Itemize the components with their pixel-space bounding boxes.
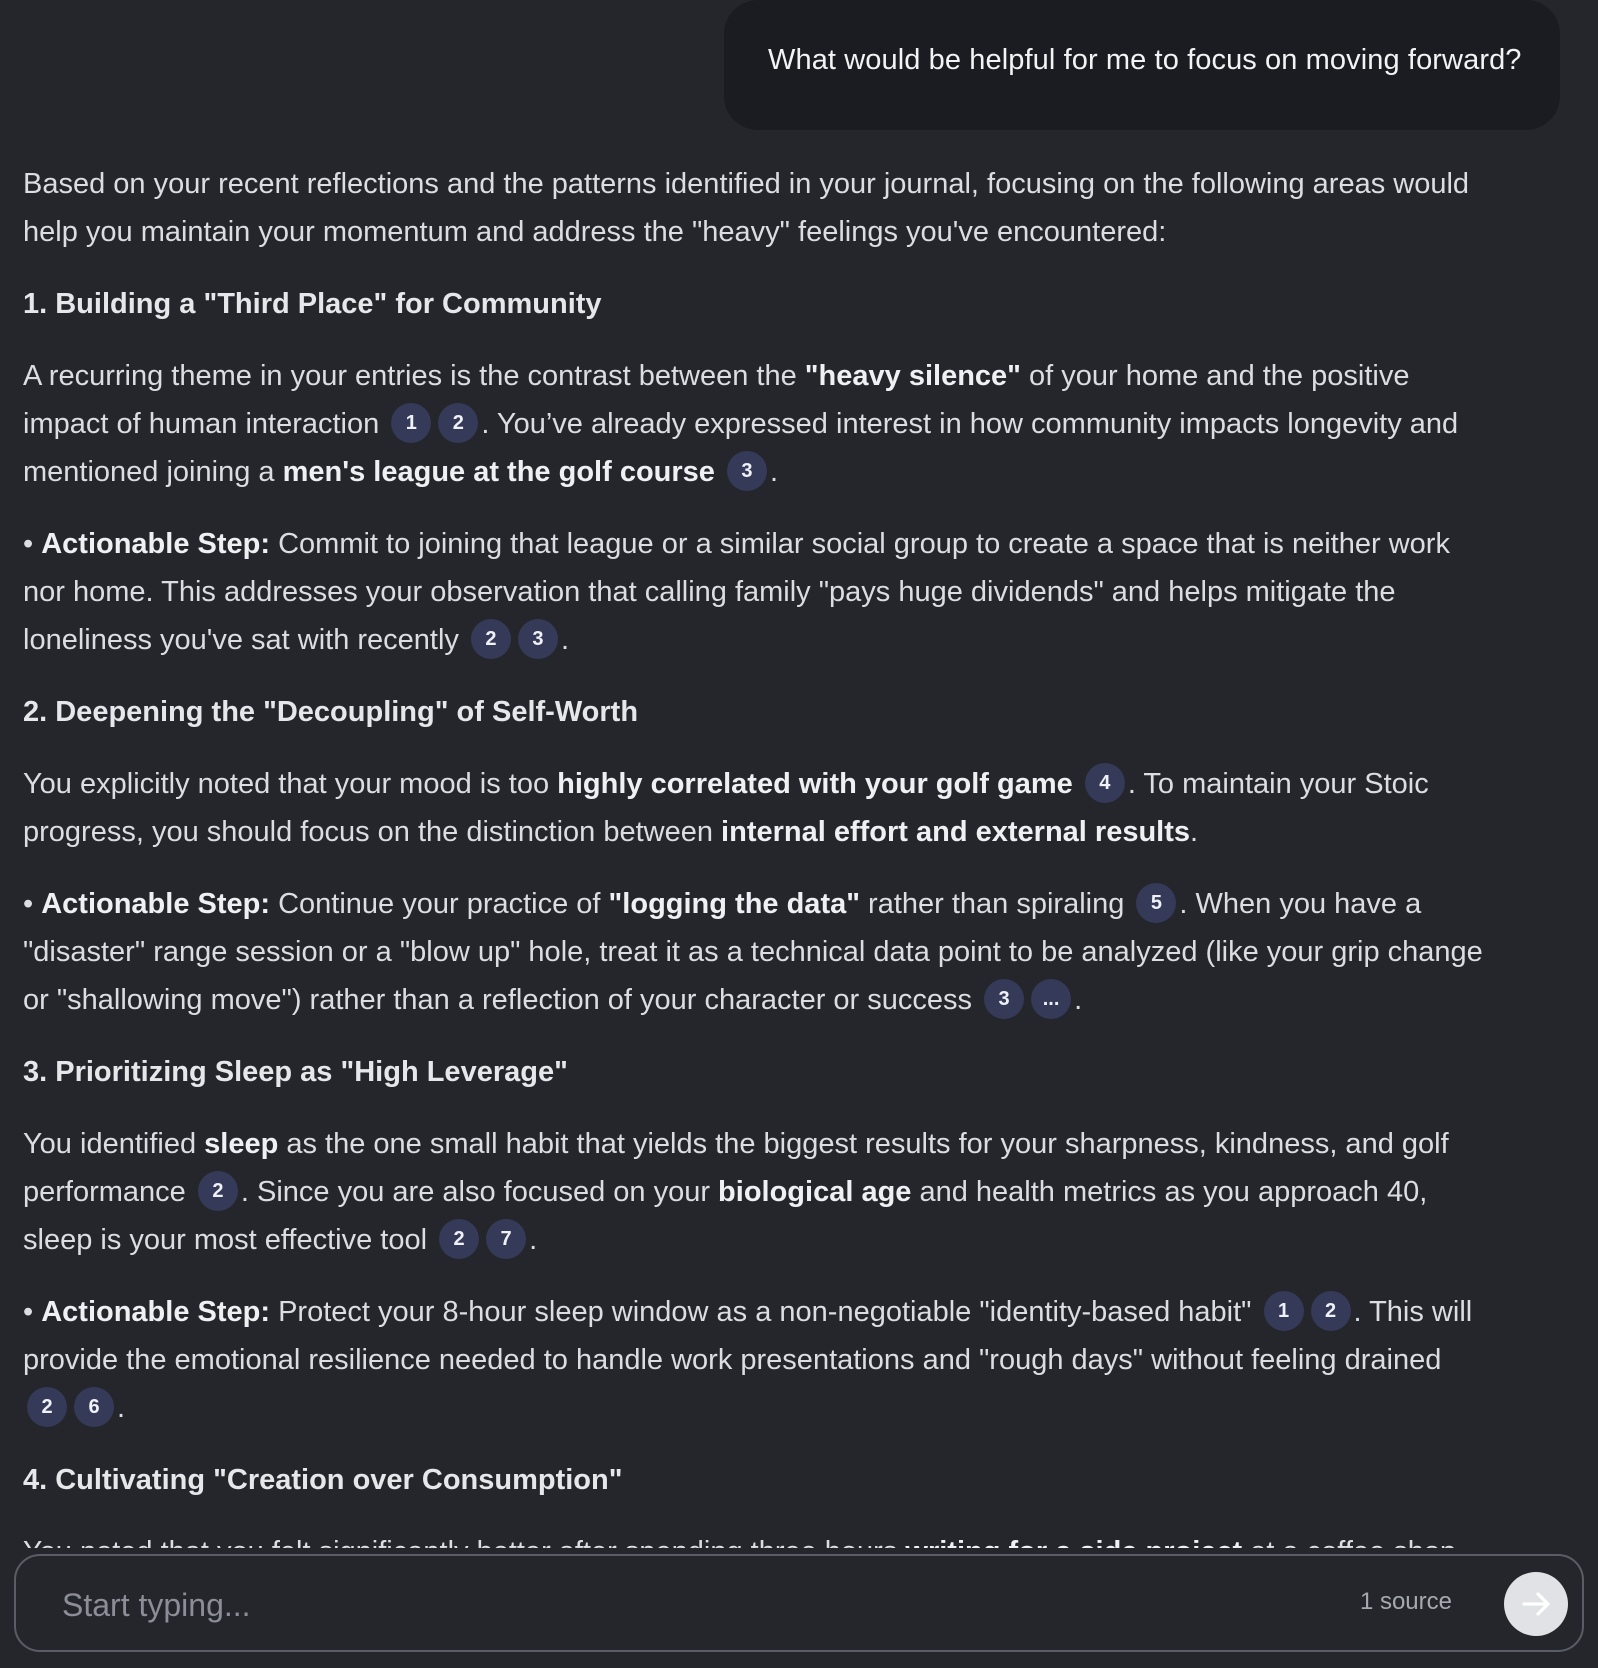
actionable-step: • Actionable Step: Continue your practice of "logging the data" rather than spiraling 5 . When you have a "disaster" range session or a "blow up" hole, treat it as a technical data point to be analyzed (like your grip change or "shallowing move") rather than a reflection of your character or success 3 ... .: [23, 880, 1493, 1024]
actionable-step: • Actionable Step: Protect your 8-hour sleep window as a non-negotiable "identity-based habit" 1 2 . This will provide the emotional resilience needed to handle work presentations and "rough days" without feeling drained 2 6 .: [23, 1288, 1493, 1432]
citation-chip[interactable]: 3: [984, 979, 1024, 1019]
section-heading: 4. Cultivating "Creation over Consumption": [23, 1464, 623, 1496]
message-input[interactable]: [60, 1574, 1214, 1636]
citation-more-chip[interactable]: ...: [1031, 979, 1071, 1019]
bullet: •: [23, 888, 34, 920]
source-count[interactable]: 1 source: [1359, 1588, 1452, 1615]
bullet: •: [23, 1296, 34, 1328]
citation-chip[interactable]: 2: [1311, 1291, 1351, 1331]
citation-chip[interactable]: 3: [518, 619, 558, 659]
citation-chip[interactable]: 3: [727, 451, 767, 491]
citation-chip[interactable]: 2: [438, 403, 478, 443]
citation-chip[interactable]: 1: [1264, 1291, 1304, 1331]
citation-chip[interactable]: 2: [198, 1171, 238, 1211]
arrow-right-icon: [1518, 1586, 1554, 1622]
section-heading: 1. Building a "Third Place" for Community: [23, 288, 602, 320]
citation-chip[interactable]: 1: [391, 403, 431, 443]
actionable-step: • Actionable Step: Commit to joining that league or a similar social group to create a space that is neither work nor home. This addresses your observation that calling family "pays huge dividends" and helps mitigate the loneliness you've sat with recently 2 3 .: [23, 520, 1493, 664]
citation-chip[interactable]: 2: [439, 1219, 479, 1259]
bullet: •: [23, 528, 34, 560]
citation-chip[interactable]: 7: [486, 1219, 526, 1259]
citation-chip[interactable]: 2: [27, 1387, 67, 1427]
section-paragraph: You identified sleep as the one small habit that yields the biggest results for your sharpness, kindness, and golf performance 2 . Since you are also focused on your biological age and health metrics as you approach 40, sleep is your most effective tool 2 7 .: [23, 1120, 1493, 1264]
citation-chip[interactable]: 2: [471, 619, 511, 659]
section-paragraph: You explicitly noted that your mood is too highly correlated with your golf game 4 . To maintain your Stoic progress, you should focus on the distinction between internal effort and external results.: [23, 760, 1493, 856]
user-message-bubble: [724, 0, 1560, 130]
citation-chip[interactable]: 6: [74, 1387, 114, 1427]
citation-chip[interactable]: 5: [1136, 883, 1176, 923]
response-intro: Based on your recent reflections and the patterns identified in your journal, focusing on the following areas would help you maintain your momentum and address the "heavy" feelings you've encountered:: [23, 168, 1470, 248]
send-button[interactable]: [1504, 1572, 1568, 1636]
section-paragraph: A recurring theme in your entries is the contrast between the "heavy silence" of your home and the positive impact of human interaction 1 2 . You’ve already expressed interest in how community impacts longevity and mentioned joining a men's league at the golf course 3 .: [23, 352, 1493, 496]
citation-chip[interactable]: 4: [1085, 763, 1125, 803]
user-message-text: What would be helpful for me to focus on moving forward?: [768, 44, 1522, 76]
assistant-response: [23, 160, 1493, 1600]
section-heading: 2. Deepening the "Decoupling" of Self-Worth: [23, 696, 639, 728]
section-heading: 3. Prioritizing Sleep as "High Leverage": [23, 1056, 568, 1088]
message-composer: [14, 1554, 1584, 1652]
